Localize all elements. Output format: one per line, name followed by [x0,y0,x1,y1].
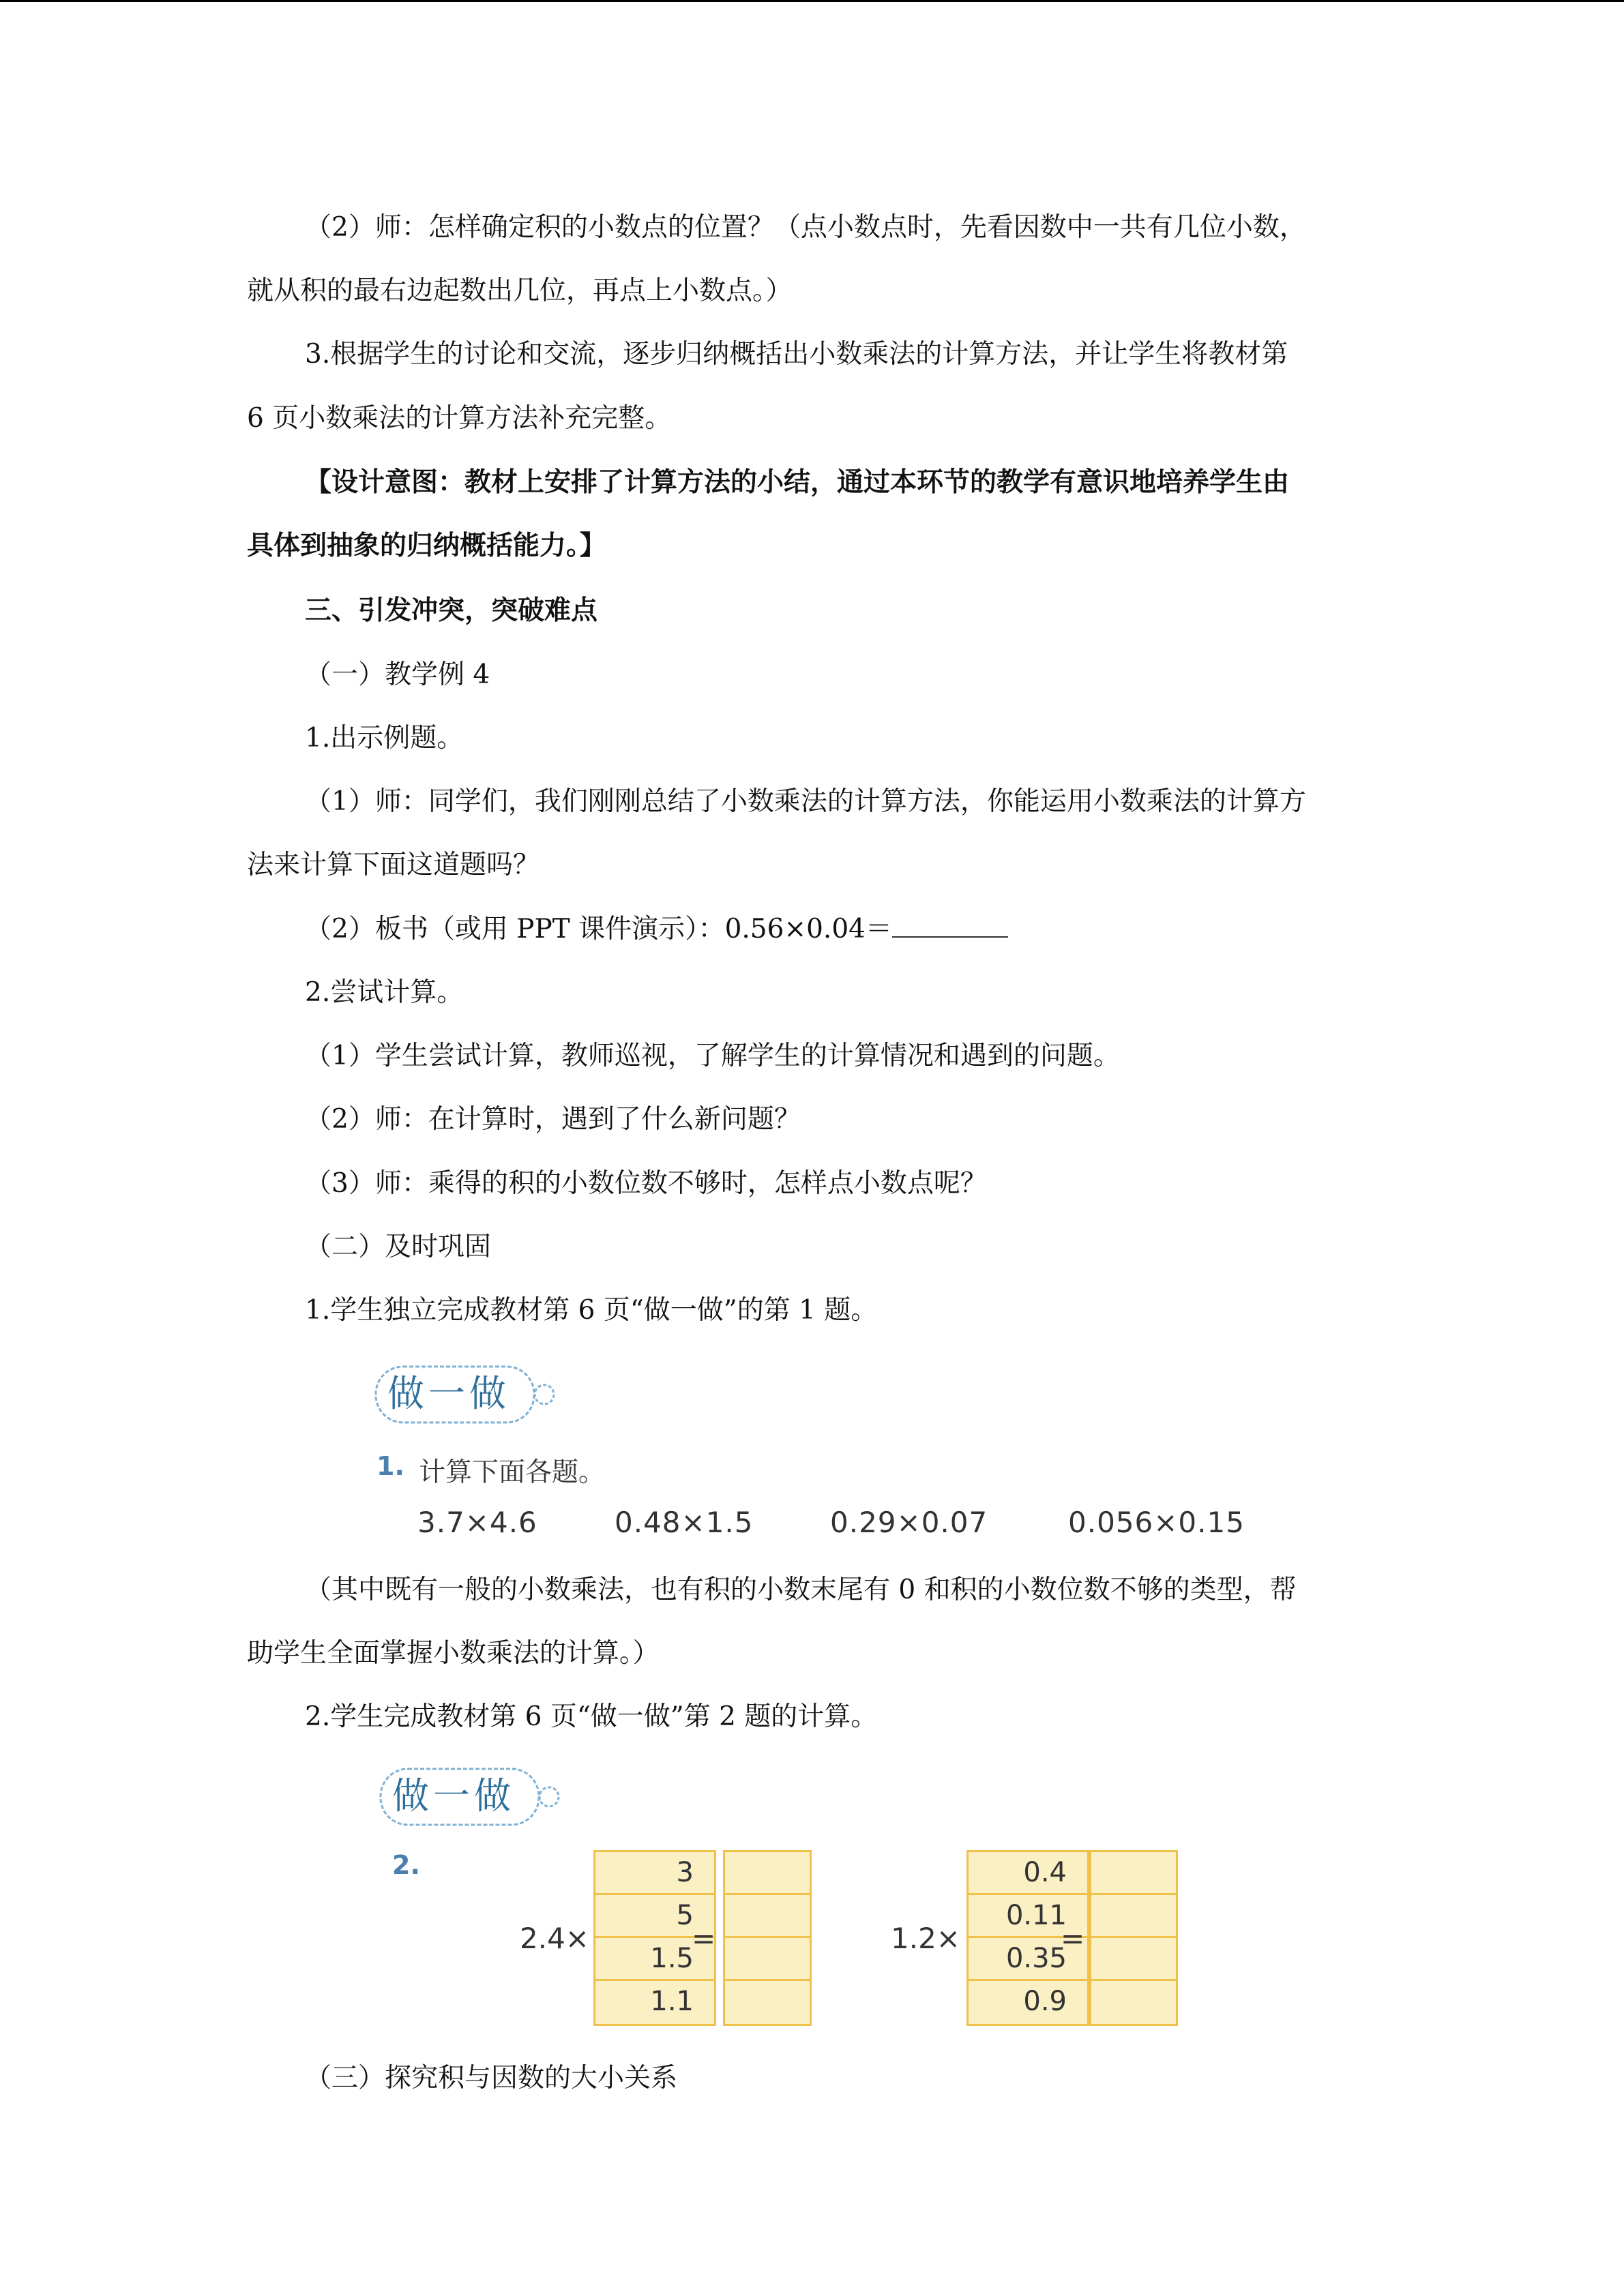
exercise-number: 2. [392,1850,420,1880]
paragraph-line: （其中既有一般的小数乘法，也有积的小数末尾有 0 和积的小数位数不够的类型，帮 [305,1575,1297,1605]
exercise-problem: 0.29×0.07 [830,1506,988,1539]
step-line: 1.出示例题。 [305,723,464,754]
equals-sign: = [692,1922,716,1955]
exercise-problem: 0.48×1.5 [615,1506,754,1539]
answer-cell[interactable] [725,1895,810,1938]
answer-cell[interactable] [1091,1852,1176,1895]
paragraph-line: 3.根据学生的讨论和交流，逐步归纳概括出小数乘法的计算方法，并让学生将教材第 [305,339,1288,370]
factor-cell: 0.9 [1023,1986,1067,2017]
paragraph-line [305,910,1008,949]
page-top-rule [0,0,1624,2]
factor-cell: 1.5 [595,1938,714,1981]
paragraph-line: （1）学生尝试计算，教师巡视，了解学生的计算情况和遇到的问题。 [305,1041,1120,1071]
equals-sign: = [1061,1922,1085,1955]
answer-cell[interactable] [725,1852,810,1895]
subsection-heading: （二）及时巩固 [305,1232,492,1262]
paragraph-line: 助学生全面掌握小数乘法的计算。） [247,1638,660,1669]
paragraph-line: （1）师：同学们，我们刚刚总结了小数乘法的计算方法，你能运用小数乘法的计算方 [305,786,1306,817]
answer-cell[interactable] [725,1938,810,1981]
factor-cell: 0.11 [969,1895,1087,1938]
exercise-badge [379,1765,564,1829]
exercise-number: 1. [377,1451,404,1481]
badge-label: 做一做 [387,1372,510,1415]
exercise-title: 计算下面各题。 [419,1457,606,1488]
factor-cell: 1.1 [650,1986,694,2017]
exercise-problem: 3.7×4.6 [417,1506,537,1539]
design-intent-line: 【设计意图：教材上安排了计算方法的小结，通过本环节的教学有意识地培养学生由 [305,466,1290,498]
answer-cell[interactable] [1091,1895,1176,1938]
badge-label: 做一做 [392,1774,515,1817]
step-line: 2.学生完成教材第 6 页“做一做”第 2 题的计算。 [305,1701,878,1732]
answer-column[interactable] [723,1850,812,2026]
paragraph-line: （2）师：怎样确定积的小数点的位置？（点小数点时，先看因数中一共有几位小数， [305,212,1306,243]
factor-cell: 0.4 [969,1852,1087,1895]
factor-cell: 5 [595,1895,714,1938]
subsection-heading: （三）探究积与因数的大小关系 [305,2063,678,2093]
equation-text: （2）板书（或用 PPT 课件演示）：0.56×0.04＝ [305,914,892,944]
subsection-heading: （一）教学例 4 [305,659,490,690]
step-line: 1.学生独立完成教材第 6 页“做一做”的第 1 题。 [305,1295,878,1326]
paragraph-line: （3）师：乘得的积的小数位数不够时，怎样点小数点呢？ [305,1168,987,1199]
answer-blank [892,912,1008,938]
paragraph-line: 6 页小数乘法的计算方法补充完整。 [247,403,672,434]
factor-cell: 3 [595,1852,714,1895]
multiplier-label: 1.2× [891,1922,960,1955]
exercise-problem: 0.056×0.15 [1068,1506,1245,1539]
paragraph-line: 法来计算下面这道题吗？ [247,850,540,880]
exercise-badge [374,1362,559,1427]
answer-column[interactable] [1089,1850,1178,2026]
multiplier-label: 2.4× [520,1922,589,1955]
section-heading: 三、引发冲突，突破难点 [305,595,598,626]
design-intent-line: 具体到抽象的归纳概括能力。】 [247,530,606,561]
paragraph-line: 就从积的最右边起数出几位，再点上小数点。） [247,275,793,306]
factor-cell: 0.35 [969,1938,1087,1981]
answer-cell[interactable] [1091,1938,1176,1981]
paragraph-line: （2）师：在计算时，遇到了什么新问题？ [305,1104,801,1135]
answer-cell[interactable] [725,1981,810,2024]
answer-cell[interactable] [1091,1981,1176,2024]
step-line: 2.尝试计算。 [305,977,464,1008]
